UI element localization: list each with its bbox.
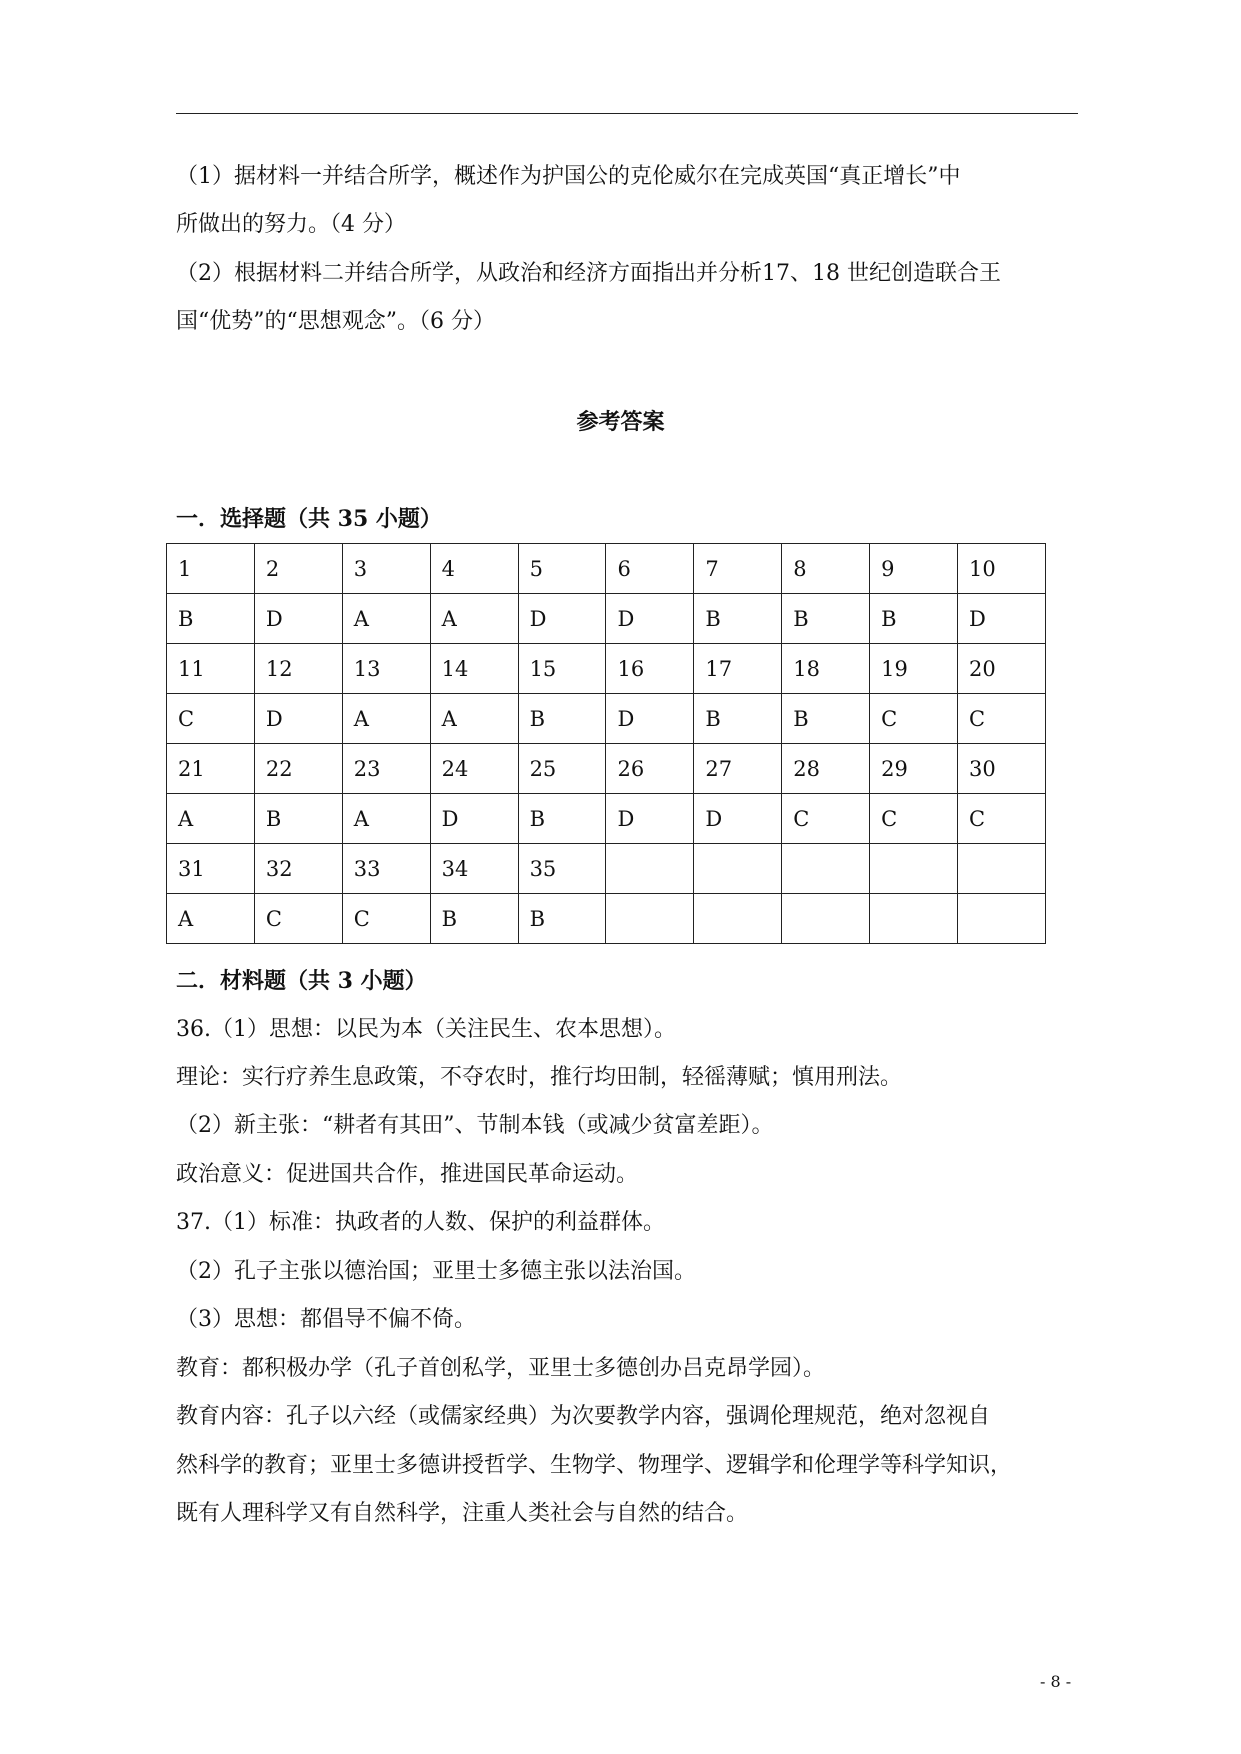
table-cell: 5 xyxy=(518,544,606,594)
table-cell: B xyxy=(430,894,518,944)
table-cell: C xyxy=(342,894,430,944)
table-cell: 26 xyxy=(606,744,694,794)
table-row xyxy=(167,844,1046,894)
table-cell: 31 xyxy=(167,844,255,894)
answer-line: （2）孔子主张以德治国；亚里士多德主张以法治国。 xyxy=(176,1259,696,1284)
table-cell: 6 xyxy=(606,544,694,594)
table-cell: 25 xyxy=(518,744,606,794)
table-cell: 30 xyxy=(958,744,1046,794)
table-cell: A xyxy=(342,794,430,844)
table-cell xyxy=(782,894,870,944)
answer-line: 教育：都积极办学（孔子首创私学，亚里士多德创办吕克昂学园）。 xyxy=(176,1356,826,1381)
table-cell: B xyxy=(694,594,782,644)
table-cell: B xyxy=(518,694,606,744)
table-cell: 17 xyxy=(694,644,782,694)
table-cell: A xyxy=(167,794,255,844)
question-2-line-2: 国“优势”的“思想观念”。（6 分） xyxy=(176,309,495,334)
answer-line: （3）思想：都倡导不偏不倚。 xyxy=(176,1307,476,1332)
section-1-heading: 一．选择题（共 35 小题） xyxy=(176,506,442,532)
table-cell: D xyxy=(254,694,342,744)
table-cell: 9 xyxy=(870,544,958,594)
question-2-line-1: （2）根据材料二并结合所学，从政治和经济方面指出并分析17、18 世纪创造联合王 xyxy=(176,261,1001,286)
question-1-line-2: 所做出的努力。（4 分） xyxy=(176,212,406,237)
table-cell: B xyxy=(870,594,958,644)
table-cell: 32 xyxy=(254,844,342,894)
table-cell: C xyxy=(167,694,255,744)
table-cell: 24 xyxy=(430,744,518,794)
answer-line: 36.（1）思想：以民为本（关注民生、农本思想）。 xyxy=(176,1017,676,1042)
table-cell: D xyxy=(430,794,518,844)
table-cell: C xyxy=(870,794,958,844)
table-cell: B xyxy=(254,794,342,844)
answer-table xyxy=(166,543,1046,944)
table-cell: 19 xyxy=(870,644,958,694)
table-cell: 35 xyxy=(518,844,606,894)
table-cell: 23 xyxy=(342,744,430,794)
table-cell: 22 xyxy=(254,744,342,794)
answer-title: 参考答案 xyxy=(576,409,665,435)
table-cell: 27 xyxy=(694,744,782,794)
table-cell: A xyxy=(342,694,430,744)
table-cell: 33 xyxy=(342,844,430,894)
table-cell: C xyxy=(870,694,958,744)
table-cell: D xyxy=(694,794,782,844)
answer-line: 既有人理科学又有自然科学，注重人类社会与自然的结合。 xyxy=(176,1501,749,1526)
table-row xyxy=(167,594,1046,644)
table-cell: D xyxy=(958,594,1046,644)
table-cell: B xyxy=(782,694,870,744)
table-cell: B xyxy=(167,594,255,644)
table-cell: 21 xyxy=(167,744,255,794)
table-cell: 1 xyxy=(167,544,255,594)
table-row xyxy=(167,694,1046,744)
table-cell xyxy=(958,844,1046,894)
header-rule xyxy=(176,113,1078,114)
answer-line: 教育内容：孔子以六经（或儒家经典）为次要教学内容，强调伦理规范，绝对忽视自 xyxy=(176,1404,991,1429)
table-cell: 15 xyxy=(518,644,606,694)
table-cell xyxy=(870,844,958,894)
table-cell: 2 xyxy=(254,544,342,594)
answer-line: 政治意义：促进国共合作，推进国民革命运动。 xyxy=(176,1162,639,1187)
table-cell: 20 xyxy=(958,644,1046,694)
table-cell: 7 xyxy=(694,544,782,594)
table-cell: D xyxy=(606,594,694,644)
answer-line: 37.（1）标准：执政者的人数、保护的利益群体。 xyxy=(176,1210,665,1235)
table-cell: D xyxy=(606,794,694,844)
page-number: - 8 - xyxy=(1040,1672,1072,1691)
table-cell xyxy=(782,844,870,894)
table-cell: 16 xyxy=(606,644,694,694)
question-1-line-1: （1）据材料一并结合所学，概述作为护国公的克伦威尔在完成英国“真正增长”中 xyxy=(176,164,961,189)
table-cell: D xyxy=(606,694,694,744)
table-row xyxy=(167,644,1046,694)
table-cell: 12 xyxy=(254,644,342,694)
table-row xyxy=(167,794,1046,844)
table-cell: 18 xyxy=(782,644,870,694)
table-cell: 10 xyxy=(958,544,1046,594)
table-cell: 11 xyxy=(167,644,255,694)
table-cell: C xyxy=(958,794,1046,844)
answer-line: 理论：实行疗养生息政策，不夺农时，推行均田制，轻徭薄赋；慎用刑法。 xyxy=(176,1065,903,1090)
table-cell xyxy=(606,844,694,894)
answer-line: 然科学的教育；亚里士多德讲授哲学、生物学、物理学、逻辑学和伦理学等科学知识， xyxy=(176,1453,1013,1478)
table-row xyxy=(167,544,1046,594)
table-cell xyxy=(870,894,958,944)
table-cell: 29 xyxy=(870,744,958,794)
table-cell xyxy=(694,844,782,894)
table-cell xyxy=(958,894,1046,944)
table-cell: 34 xyxy=(430,844,518,894)
table-row xyxy=(167,744,1046,794)
table-cell: A xyxy=(342,594,430,644)
table-cell: B xyxy=(518,894,606,944)
table-cell xyxy=(694,894,782,944)
table-cell: 4 xyxy=(430,544,518,594)
table-cell: A xyxy=(430,694,518,744)
table-cell: B xyxy=(782,594,870,644)
table-cell xyxy=(606,894,694,944)
answer-line: （2）新主张：“耕者有其田”、节制本钱（或减少贫富差距）。 xyxy=(176,1113,774,1138)
table-cell: D xyxy=(518,594,606,644)
section-2-heading: 二．材料题（共 3 小题） xyxy=(176,968,427,994)
table-cell: C xyxy=(958,694,1046,744)
table-cell: B xyxy=(518,794,606,844)
table-row xyxy=(167,894,1046,944)
table-cell: C xyxy=(782,794,870,844)
table-cell: A xyxy=(430,594,518,644)
table-cell: A xyxy=(167,894,255,944)
table-cell: C xyxy=(254,894,342,944)
table-cell: 14 xyxy=(430,644,518,694)
table-cell: D xyxy=(254,594,342,644)
table-cell: 3 xyxy=(342,544,430,594)
table-cell: B xyxy=(694,694,782,744)
table-cell: 8 xyxy=(782,544,870,594)
table-cell: 13 xyxy=(342,644,430,694)
table-cell: 28 xyxy=(782,744,870,794)
